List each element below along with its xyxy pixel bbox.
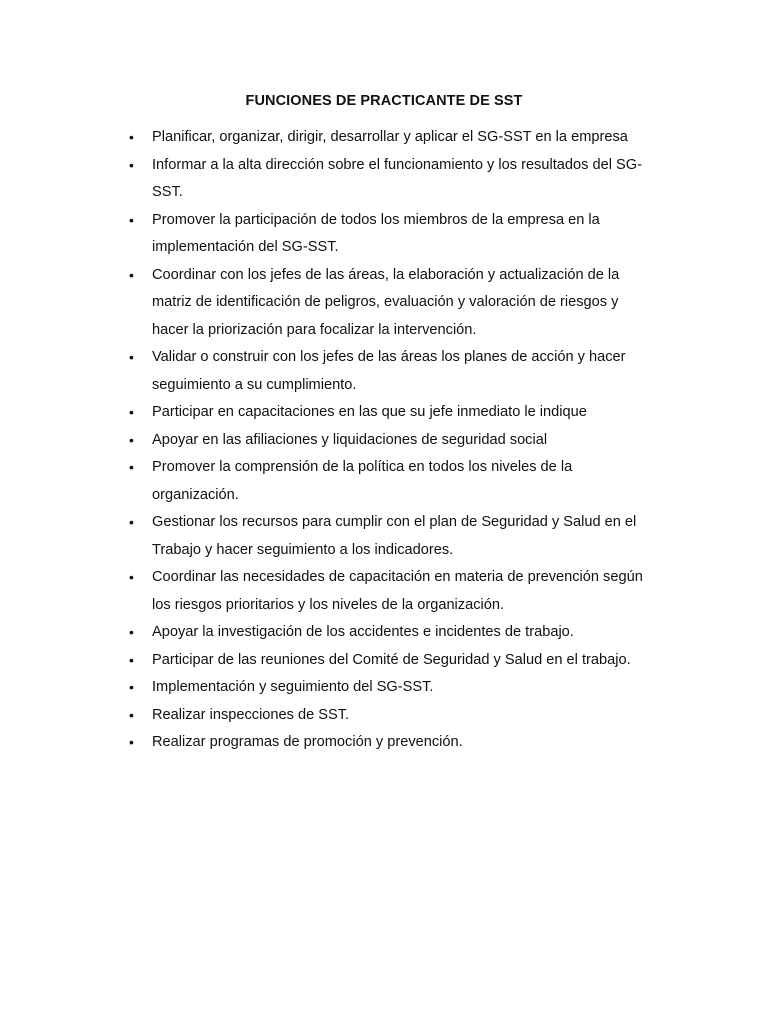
list-item xyxy=(0,427,768,455)
list-item xyxy=(0,509,768,564)
list-item xyxy=(0,124,768,152)
list-item-text: Participar en capacitaciones en las que su jefe inmediato le indique xyxy=(152,404,587,420)
list-item xyxy=(0,564,768,619)
list-item-text: Coordinar las necesidades de capacitación en materia de prevención según los riesgos prioritarios y los niveles de la organización. xyxy=(152,569,643,613)
list-item xyxy=(0,702,768,730)
list-item xyxy=(0,399,768,427)
list-item xyxy=(0,344,768,399)
list-item-text: Apoyar en las afiliaciones y liquidaciones de seguridad social xyxy=(152,431,548,448)
bullet-icon: • xyxy=(129,569,134,585)
list-item-text: Planificar, organizar, dirigir, desarrollar y aplicar el SG-SST en la empresa xyxy=(152,129,628,145)
list-item-text: Validar o construir con los jefes de las áreas los planes de acción y hacer seguimiento a su cumplimiento. xyxy=(152,349,626,393)
list-item-text: Apoyar la investigación de los accidentes e incidentes de trabajo. xyxy=(152,624,574,640)
bullet-icon: • xyxy=(129,706,134,723)
list-item xyxy=(0,674,768,702)
list-item-text: Realizar inspecciones de SST. xyxy=(152,706,350,723)
list-item xyxy=(0,207,768,262)
bullet-icon: • xyxy=(129,404,134,420)
bullet-icon: • xyxy=(129,679,134,695)
bullet-icon: • xyxy=(129,624,134,640)
list-item-text: Participar de las reuniones del Comité de Seguridad y Salud en el trabajo. xyxy=(152,651,631,668)
bullet-icon: • xyxy=(129,349,134,365)
bullet-icon: • xyxy=(129,459,134,475)
list-item-text: Realizar programas de promoción y prevención. xyxy=(152,734,463,750)
list-item-text: Promover la comprensión de la política en todos los niveles de la organización. xyxy=(152,459,573,503)
list-item xyxy=(0,729,768,757)
list-item-text: Promover la participación de todos los miembros de la empresa en la implementación del SG-SST. xyxy=(152,211,600,255)
list-item xyxy=(0,262,768,345)
bullet-icon: • xyxy=(129,129,134,145)
bullet-icon: • xyxy=(129,431,134,448)
list-item-text: Informar a la alta dirección sobre el funcionamiento y los resultados del SG- SST. xyxy=(152,156,642,200)
list-item xyxy=(0,152,768,207)
bullet-icon: • xyxy=(129,651,134,668)
bullet-icon: • xyxy=(129,266,134,283)
list-item xyxy=(0,454,768,509)
list-item-text: Gestionar los recursos para cumplir con el plan de Seguridad y Salud en el Trabajo y hacer seguimiento a los indicadores. xyxy=(152,514,637,558)
bullet-icon: • xyxy=(129,211,134,228)
bullet-icon: • xyxy=(129,514,134,530)
list-item-text: Coordinar con los jefes de las áreas, la elaboración y actualización de la matriz de identificación de peligros, evaluación y valoración de riesgos y hacer la priorización para focalizar la intervención. xyxy=(152,266,620,338)
list-item-text: Implementación y seguimiento del SG-SST. xyxy=(152,679,434,695)
list-item xyxy=(0,619,768,647)
functions-list xyxy=(0,124,768,757)
list-item xyxy=(0,647,768,675)
page-title: FUNCIONES DE PRACTICANTE DE SST xyxy=(245,93,523,109)
bullet-icon: • xyxy=(129,156,134,173)
bullet-icon: • xyxy=(129,734,134,750)
